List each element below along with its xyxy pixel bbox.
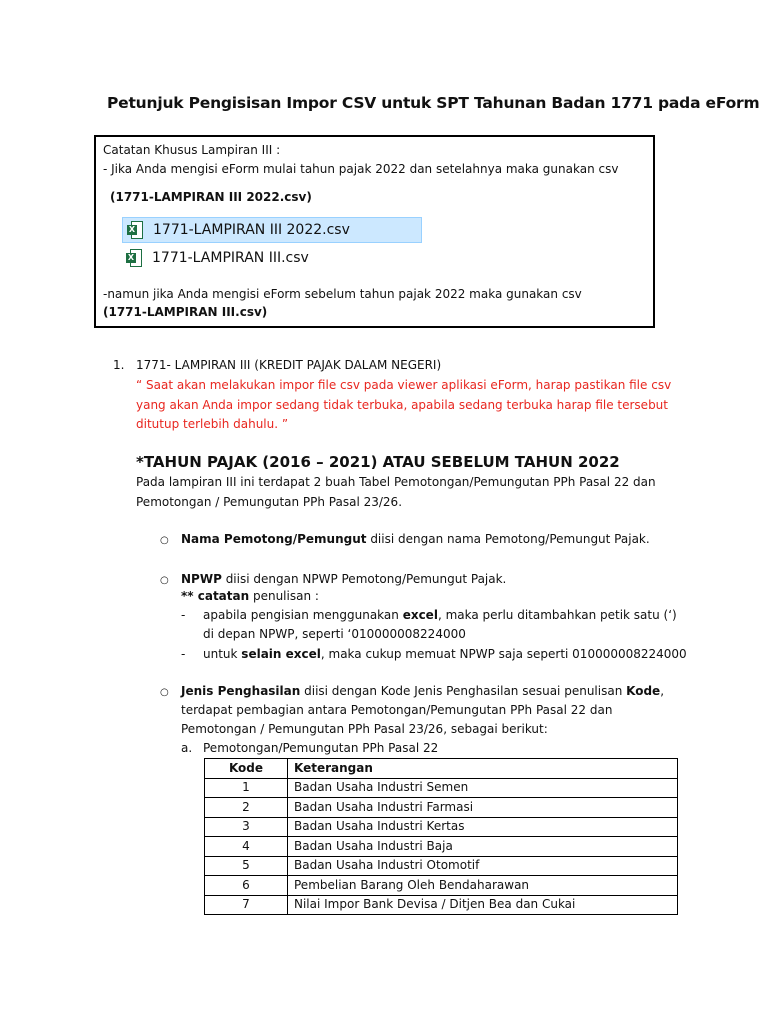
section-number: 1. <box>113 358 125 372</box>
sub-a-text: Pemotongan/Pemungutan PPh Pasal 22 <box>203 741 439 755</box>
dash-icon: - <box>181 647 186 661</box>
table-row <box>205 817 678 837</box>
circle-bullet-icon: ○ <box>160 535 169 546</box>
cell-kode: 6 <box>205 876 288 896</box>
intro-line-2: Pemotongan / Pemungutan PPh Pasal 23/26. <box>136 495 403 509</box>
note-line-3: -namun jika Anda mengisi eForm sebelum tahun pajak 2022 maka gunakan csv <box>103 287 582 301</box>
cell-kode: 2 <box>205 798 288 818</box>
cell-keterangan: Badan Usaha Industri Baja <box>288 837 678 857</box>
note-line-1: - Jika Anda mengisi eForm mulai tahun pajak 2022 dan setelahnya maka gunakan csv <box>103 162 619 176</box>
cell-kode: 4 <box>205 837 288 857</box>
note-heading: Catatan Khusus Lampiran III : <box>103 143 281 157</box>
dash-icon: - <box>181 608 186 622</box>
cell-kode: 7 <box>205 895 288 915</box>
npwp-sub-1: apabila pengisian menggunakan excel, maka perlu ditambahkan petik satu (‘) <box>203 608 677 622</box>
npwp-sub-2: untuk selain excel, maka cukup memuat NPWP saja seperti 010000008224000 <box>203 647 687 661</box>
npwp-note: ** catatan penulisan : <box>181 589 319 603</box>
file-item-2022[interactable] <box>122 217 422 243</box>
excel-file-icon: X <box>127 221 143 239</box>
cell-keterangan: Badan Usaha Industri Semen <box>288 778 678 798</box>
table-row <box>205 895 678 915</box>
circle-bullet-icon: ○ <box>160 687 169 698</box>
excel-file-icon: X <box>126 249 142 267</box>
cell-kode: 3 <box>205 817 288 837</box>
sub-a-label: a. <box>181 741 193 755</box>
table-row <box>205 778 678 798</box>
table-row <box>205 876 678 896</box>
cell-keterangan: Badan Usaha Industri Farmasi <box>288 798 678 818</box>
table-row <box>205 798 678 818</box>
file-name: 1771-LAMPIRAN III.csv <box>152 250 309 266</box>
tahun-heading: *TAHUN PAJAK (2016 – 2021) ATAU SEBELUM TAHUN 2022 <box>136 453 620 471</box>
cell-keterangan: Badan Usaha Industri Kertas <box>288 817 678 837</box>
file-name: 1771-LAMPIRAN III 2022.csv <box>153 222 350 238</box>
cell-keterangan: Nilai Impor Bank Devisa / Ditjen Bea dan Cukai <box>288 895 678 915</box>
warning-line-2: yang akan Anda impor sedang tidak terbuka, apabila sedang terbuka harap file tersebut <box>136 398 668 412</box>
cell-kode: 5 <box>205 856 288 876</box>
jenis-line-2: terdapat pembagian antara Pemotongan/Pemungutan PPh Pasal 22 dan <box>181 703 613 717</box>
warning-line-3: ditutup terlebih dahulu. ” <box>136 417 289 431</box>
note-line-4: (1771-LAMPIRAN III.csv) <box>103 305 268 319</box>
cell-keterangan: Pembelian Barang Oleh Bendaharawan <box>288 876 678 896</box>
page-title: Petunjuk Pengisisan Impor CSV untuk SPT Tahunan Badan 1771 pada eForm <box>107 94 760 112</box>
table-row <box>205 856 678 876</box>
header-kode: Kode <box>205 759 288 779</box>
bullet-npwp: NPWP diisi dengan NPWP Pemotong/Pemungut Pajak. <box>181 572 507 586</box>
table-header-row <box>205 759 678 779</box>
header-keterangan: Keterangan <box>288 759 678 779</box>
bullet-nama: Nama Pemotong/Pemungut diisi dengan nama Pemotong/Pemungut Pajak. <box>181 532 650 546</box>
cell-kode: 1 <box>205 778 288 798</box>
file-item-legacy[interactable] <box>122 245 309 271</box>
npwp-sub-1-cont: di depan NPWP, seperti ‘010000008224000 <box>203 627 466 641</box>
circle-bullet-icon: ○ <box>160 575 169 586</box>
bullet-jenis: Jenis Penghasilan diisi dengan Kode Jenis Penghasilan sesuai penulisan Kode, <box>181 684 665 698</box>
kode-table <box>204 758 678 915</box>
section-title: 1771- LAMPIRAN III (KREDIT PAJAK DALAM NEGERI) <box>136 358 442 372</box>
warning-line-1: “ Saat akan melakukan impor file csv pada viewer aplikasi eForm, harap pastikan file csv <box>136 378 672 392</box>
jenis-line-3: Pemotongan / Pemungutan PPh Pasal 23/26, sebagai berikut: <box>181 722 548 736</box>
table-row <box>205 837 678 857</box>
note-line-2: (1771-LAMPIRAN III 2022.csv) <box>110 190 312 204</box>
cell-keterangan: Badan Usaha Industri Otomotif <box>288 856 678 876</box>
intro-line-1: Pada lampiran III ini terdapat 2 buah Tabel Pemotongan/Pemungutan PPh Pasal 22 dan <box>136 475 656 489</box>
